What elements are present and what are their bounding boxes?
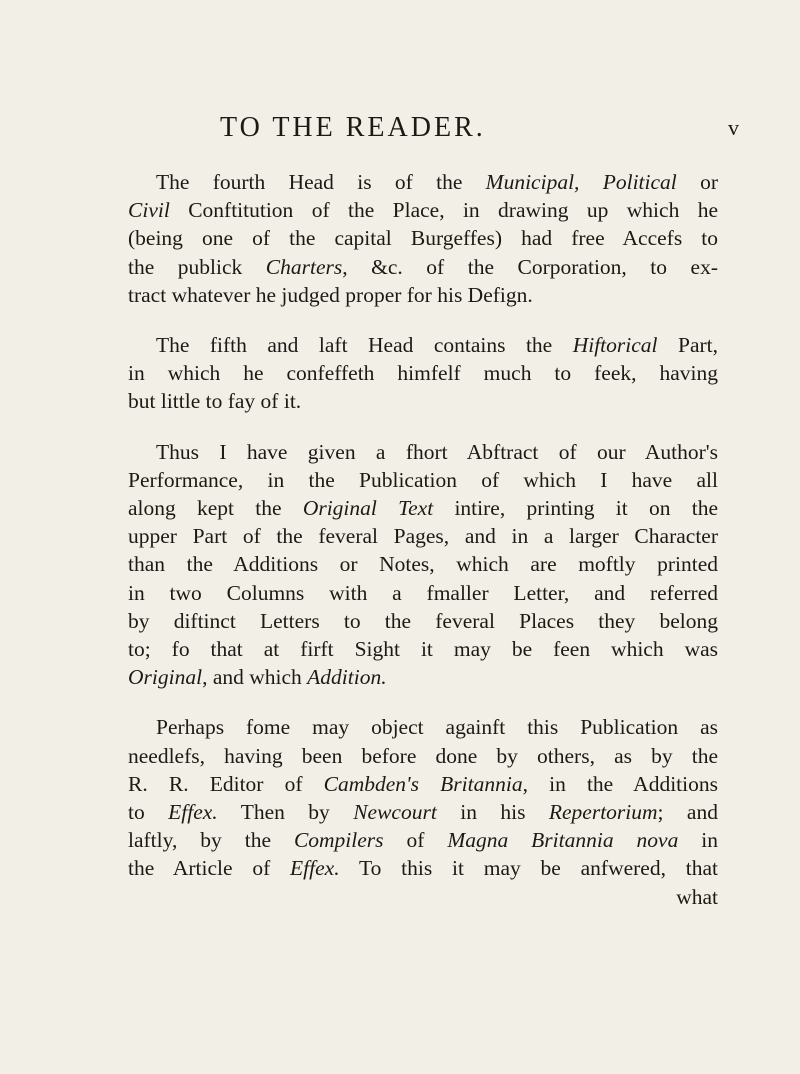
text-run: along kept the [128, 496, 303, 521]
text-line [128, 387, 718, 415]
text-run: the Article of [128, 856, 291, 881]
paragraph [128, 331, 718, 416]
text-line [128, 522, 718, 550]
page-header [0, 112, 800, 152]
text-run: The fourth Head is of the [156, 170, 486, 194]
paragraph [128, 438, 718, 692]
text-run: needlefs, having been before done by others, as by the [128, 743, 718, 768]
running-head: TO THE READER. [220, 112, 486, 143]
text-run: in which he confeffeth himfelf much to feek, having [128, 361, 718, 386]
text-line [128, 742, 718, 770]
italic-run: Effex. [290, 856, 340, 881]
italic-run: Compilers [293, 828, 384, 853]
italic-run: Effex. [168, 800, 218, 825]
text-run: in two Columns with a fmaller Letter, and referred [128, 580, 718, 605]
text-line [128, 224, 718, 252]
text-run: , and which [202, 665, 308, 690]
text-line [128, 883, 718, 911]
body-text [128, 168, 718, 911]
italic-run: Magna Britannia nova [447, 828, 679, 853]
text-run: ; and [657, 800, 718, 825]
text-line [128, 854, 718, 882]
text-line [128, 281, 718, 309]
text-run: intire, printing it on the [433, 496, 718, 521]
text-line [128, 359, 718, 387]
italic-run: Original Text [302, 496, 434, 521]
text-run: Then by [217, 800, 354, 825]
text-line [128, 607, 718, 635]
text-run: of [383, 828, 448, 853]
text-line [128, 635, 718, 663]
text-run: by diftinct Letters to the feveral Places they belong [128, 608, 718, 633]
text-run: than the Additions or Notes, which are moftly printed [128, 552, 718, 577]
paragraph [128, 713, 718, 910]
text-run: but little to fay of it. [128, 389, 302, 414]
text-run: laftly, by the [128, 828, 294, 853]
text-line [128, 798, 718, 826]
text-run: tract whatever he judged proper for his Defign. [128, 282, 533, 307]
text-run: Performance, in the Publication of which I have all [128, 467, 718, 492]
italic-run: Charters [265, 254, 343, 279]
text-run: Thus I have given a fhort Abftract of our Author's [156, 439, 718, 464]
italic-run: Newcourt [353, 800, 437, 825]
text-run: in his [436, 800, 549, 825]
text-line [128, 579, 718, 607]
text-line [128, 466, 718, 494]
text-run: to [128, 800, 169, 825]
text-run: to; fo that at firft Sight it may be feen which was [128, 637, 718, 662]
text-line [128, 331, 718, 359]
text-run: , in the Additions [522, 771, 718, 796]
text-line [128, 713, 718, 741]
text-run: or [676, 170, 718, 194]
text-line [128, 253, 718, 281]
italic-run: Addition. [307, 665, 387, 690]
page-number: v [728, 115, 739, 140]
italic-run: Civil [128, 198, 170, 223]
text-run: the publick [128, 254, 266, 279]
text-run: in [678, 828, 718, 853]
text-run: Part, [657, 333, 718, 358]
text-run: R. R. Editor of [128, 771, 324, 796]
text-run: To this it may be anfwered, that [339, 856, 718, 881]
text-line [128, 770, 718, 798]
text-run: , &c. of the Corporation, to ex- [342, 254, 718, 279]
text-run: The fifth and laft Head contains the [156, 333, 573, 358]
italic-run: Cambden's Britannia [323, 771, 523, 796]
text-line [128, 826, 718, 854]
text-line [128, 663, 718, 691]
text-line [128, 494, 718, 522]
italic-run: Hiftorical [572, 333, 658, 358]
italic-run: Original [128, 665, 203, 690]
paragraph [128, 168, 718, 309]
text-line [128, 550, 718, 578]
text-line [128, 438, 718, 466]
text-run: Conftitution of the Place, in drawing up which he [169, 198, 718, 223]
text-run: upper Part of the feveral Pages, and in a larger Character [128, 524, 718, 549]
italic-run: Repertorium [548, 800, 658, 825]
text-run: Perhaps fome may object againft this Publication as [156, 715, 718, 740]
text-run: (being one of the capital Burgeffes) had free Accefs to [128, 226, 718, 251]
italic-run: Municipal, Political [485, 170, 677, 194]
text-line [128, 196, 718, 224]
text-run: what [676, 884, 718, 909]
text-line [128, 168, 718, 196]
